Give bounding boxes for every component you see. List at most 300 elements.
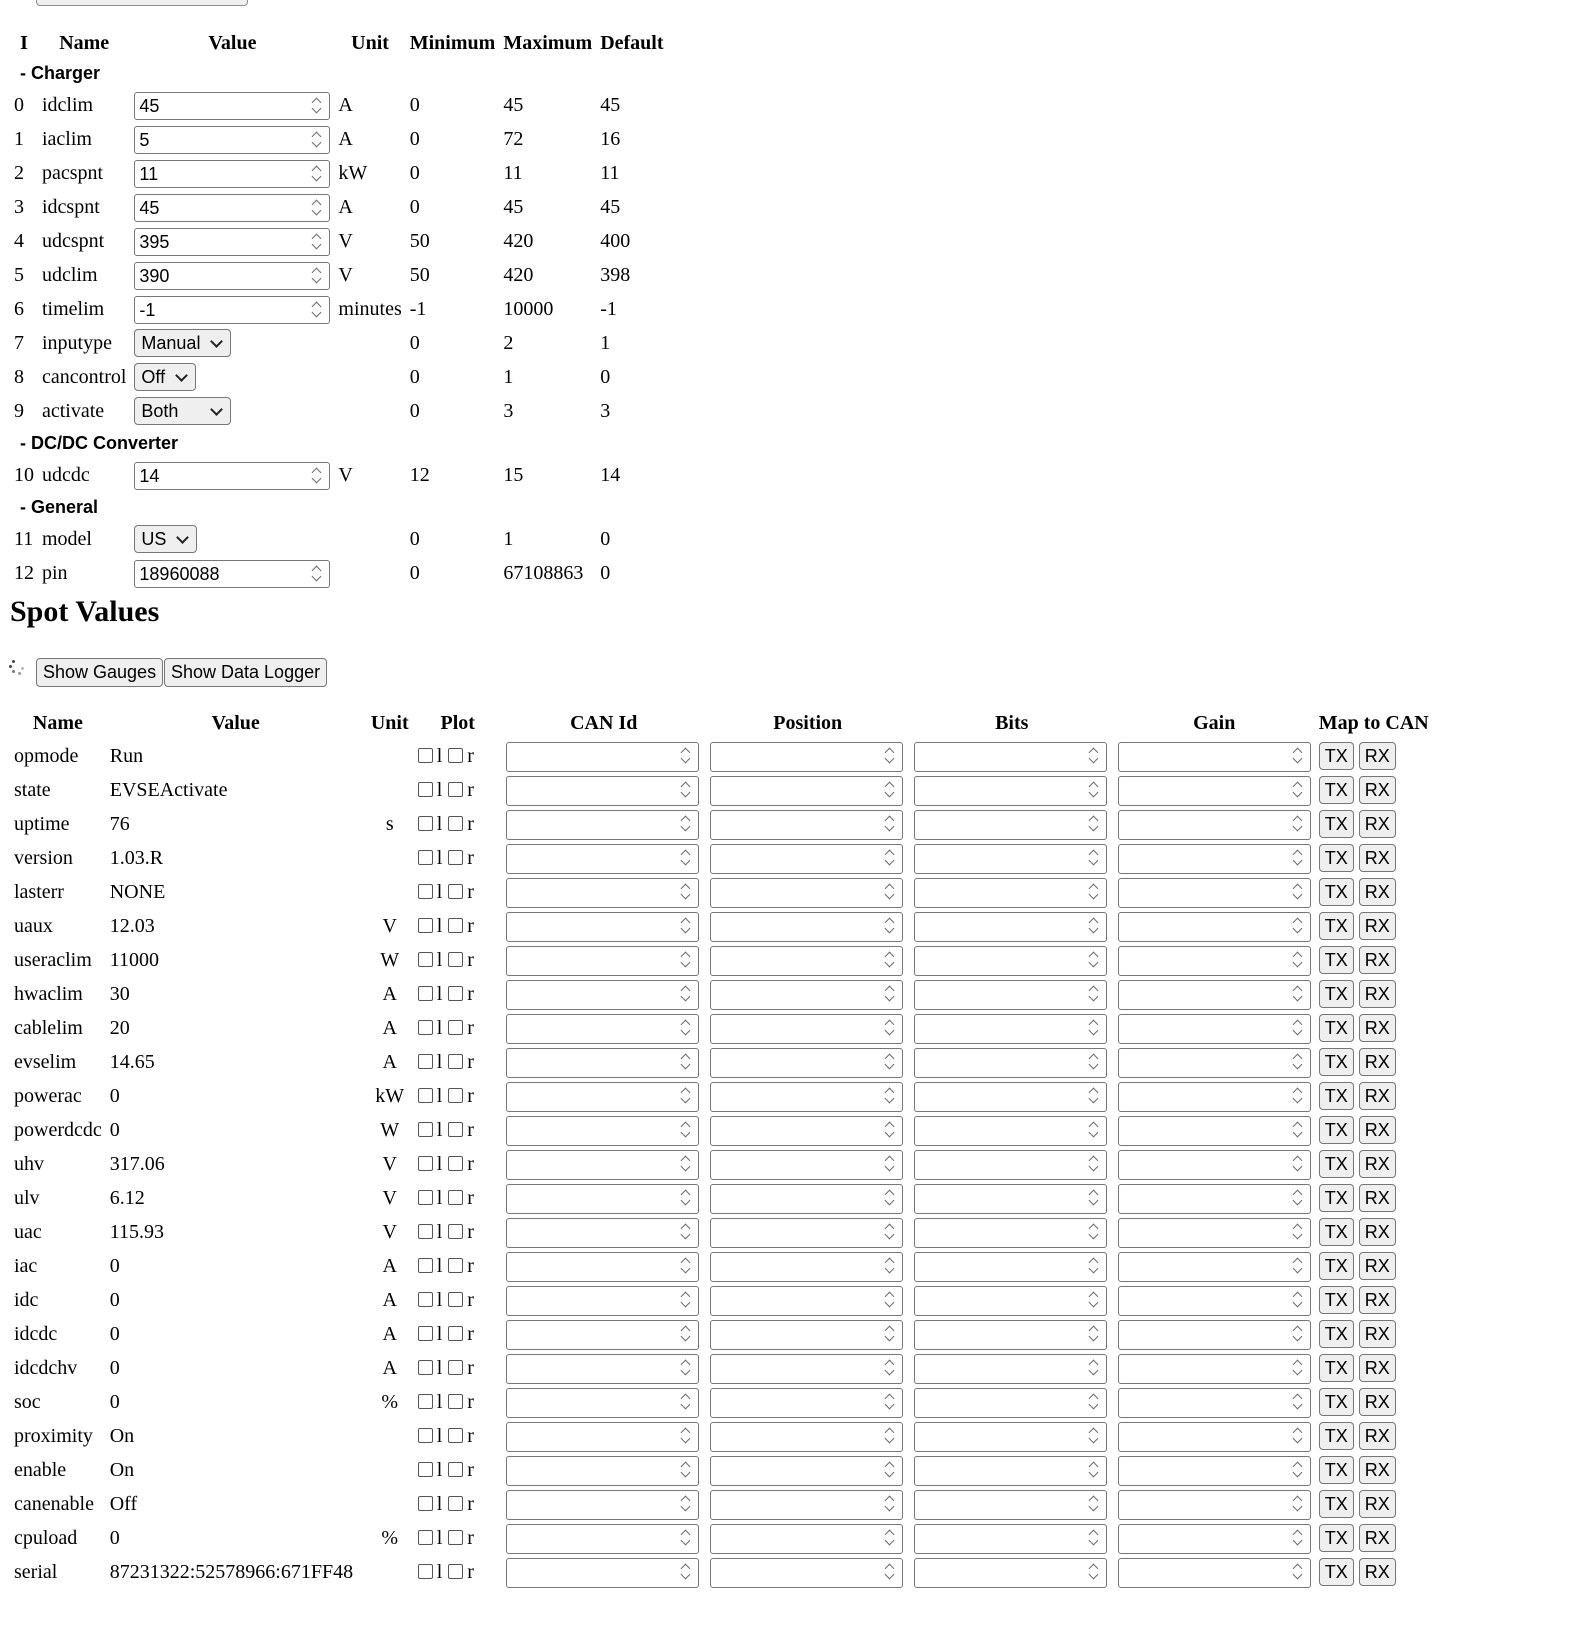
spinner-arrows-icon[interactable] xyxy=(680,1359,690,1377)
can-bits-input[interactable] xyxy=(914,1286,1107,1316)
can-position-input[interactable] xyxy=(710,1218,903,1248)
spinner-arrows-icon[interactable] xyxy=(680,1461,690,1479)
map-tx-button[interactable]: TX xyxy=(1319,1490,1354,1518)
can-position-input[interactable] xyxy=(710,844,903,874)
can-gain-input[interactable] xyxy=(1118,1286,1311,1316)
plot-left-checkbox[interactable] xyxy=(418,1496,433,1511)
can-position-input[interactable] xyxy=(710,1048,903,1078)
spinner-arrows-icon[interactable] xyxy=(1088,883,1098,901)
spinner-arrows-icon[interactable] xyxy=(311,97,321,115)
map-tx-button[interactable]: TX xyxy=(1319,1014,1354,1042)
plot-right-checkbox[interactable] xyxy=(448,1224,463,1239)
can-position-input[interactable] xyxy=(710,1524,903,1554)
cancontrol-select[interactable]: Off xyxy=(134,363,196,391)
plot-right-checkbox[interactable] xyxy=(448,1326,463,1341)
can-gain-input[interactable] xyxy=(1118,1048,1311,1078)
map-rx-button[interactable]: RX xyxy=(1359,1558,1396,1586)
can-gain-input[interactable] xyxy=(1118,776,1311,806)
map-rx-button[interactable]: RX xyxy=(1359,980,1396,1008)
map-rx-button[interactable]: RX xyxy=(1359,1218,1396,1246)
plot-left-checkbox[interactable] xyxy=(418,748,433,763)
plot-right-checkbox[interactable] xyxy=(448,782,463,797)
spinner-arrows-icon[interactable] xyxy=(884,1291,894,1309)
plot-right-checkbox[interactable] xyxy=(448,1088,463,1103)
spinner-arrows-icon[interactable] xyxy=(680,1019,690,1037)
can-id-input[interactable] xyxy=(506,810,699,840)
map-tx-button[interactable]: TX xyxy=(1319,912,1354,940)
spinner-arrows-icon[interactable] xyxy=(680,849,690,867)
can-gain-input[interactable] xyxy=(1118,912,1311,942)
spinner-arrows-icon[interactable] xyxy=(884,1155,894,1173)
map-rx-button[interactable]: RX xyxy=(1359,946,1396,974)
plot-left-checkbox[interactable] xyxy=(418,1530,433,1545)
map-tx-button[interactable]: TX xyxy=(1319,1422,1354,1450)
spinner-arrows-icon[interactable] xyxy=(1292,1087,1302,1105)
map-rx-button[interactable]: RX xyxy=(1359,1150,1396,1178)
can-id-input[interactable] xyxy=(506,1150,699,1180)
can-position-input[interactable] xyxy=(710,946,903,976)
can-id-input[interactable] xyxy=(506,1286,699,1316)
param-value-input[interactable]: 395 xyxy=(134,228,330,256)
map-rx-button[interactable]: RX xyxy=(1359,844,1396,872)
can-gain-input[interactable] xyxy=(1118,1082,1311,1112)
spinner-arrows-icon[interactable] xyxy=(884,1427,894,1445)
map-rx-button[interactable]: RX xyxy=(1359,1524,1396,1552)
plot-left-checkbox[interactable] xyxy=(418,1156,433,1171)
inputype-select[interactable]: Manual xyxy=(134,329,231,357)
spinner-arrows-icon[interactable] xyxy=(1292,1291,1302,1309)
can-id-input[interactable] xyxy=(506,1558,699,1588)
spinner-arrows-icon[interactable] xyxy=(884,1529,894,1547)
can-position-input[interactable] xyxy=(710,1354,903,1384)
plot-right-checkbox[interactable] xyxy=(448,1462,463,1477)
spinner-arrows-icon[interactable] xyxy=(1292,815,1302,833)
can-id-input[interactable] xyxy=(506,1082,699,1112)
plot-left-checkbox[interactable] xyxy=(418,952,433,967)
can-gain-input[interactable] xyxy=(1118,980,1311,1010)
model-select[interactable]: US xyxy=(134,525,197,553)
can-position-input[interactable] xyxy=(710,1184,903,1214)
spinner-arrows-icon[interactable] xyxy=(1292,883,1302,901)
spinner-arrows-icon[interactable] xyxy=(680,1393,690,1411)
map-tx-button[interactable]: TX xyxy=(1319,1082,1354,1110)
map-tx-button[interactable]: TX xyxy=(1319,1048,1354,1076)
spinner-arrows-icon[interactable] xyxy=(884,1189,894,1207)
can-gain-input[interactable] xyxy=(1118,946,1311,976)
can-bits-input[interactable] xyxy=(914,878,1107,908)
map-tx-button[interactable]: TX xyxy=(1319,878,1354,906)
can-position-input[interactable] xyxy=(710,1082,903,1112)
can-id-input[interactable] xyxy=(506,844,699,874)
spinner-arrows-icon[interactable] xyxy=(1088,1155,1098,1173)
can-bits-input[interactable] xyxy=(914,946,1107,976)
plot-left-checkbox[interactable] xyxy=(418,1462,433,1477)
plot-right-checkbox[interactable] xyxy=(448,918,463,933)
spinner-arrows-icon[interactable] xyxy=(1088,1563,1098,1581)
spinner-arrows-icon[interactable] xyxy=(680,747,690,765)
map-tx-button[interactable]: TX xyxy=(1319,1252,1354,1280)
plot-right-checkbox[interactable] xyxy=(448,1428,463,1443)
map-tx-button[interactable]: TX xyxy=(1319,1116,1354,1144)
can-bits-input[interactable] xyxy=(914,1252,1107,1282)
plot-right-checkbox[interactable] xyxy=(448,1020,463,1035)
spinner-arrows-icon[interactable] xyxy=(311,165,321,183)
spinner-arrows-icon[interactable] xyxy=(680,781,690,799)
spinner-arrows-icon[interactable] xyxy=(1292,1563,1302,1581)
can-gain-input[interactable] xyxy=(1118,1490,1311,1520)
map-tx-button[interactable]: TX xyxy=(1319,810,1354,838)
can-id-input[interactable] xyxy=(506,1048,699,1078)
can-gain-input[interactable] xyxy=(1118,1150,1311,1180)
can-bits-input[interactable] xyxy=(914,742,1107,772)
map-rx-button[interactable]: RX xyxy=(1359,1082,1396,1110)
can-gain-input[interactable] xyxy=(1118,742,1311,772)
spinner-arrows-icon[interactable] xyxy=(1292,849,1302,867)
can-id-input[interactable] xyxy=(506,946,699,976)
can-id-input[interactable] xyxy=(506,1116,699,1146)
can-id-input[interactable] xyxy=(506,912,699,942)
can-gain-input[interactable] xyxy=(1118,878,1311,908)
can-id-input[interactable] xyxy=(506,1354,699,1384)
can-id-input[interactable] xyxy=(506,1524,699,1554)
can-bits-input[interactable] xyxy=(914,1490,1107,1520)
map-tx-button[interactable]: TX xyxy=(1319,1218,1354,1246)
can-position-input[interactable] xyxy=(710,810,903,840)
map-rx-button[interactable]: RX xyxy=(1359,1252,1396,1280)
spinner-arrows-icon[interactable] xyxy=(1292,1495,1302,1513)
param-value-input[interactable]: 14 xyxy=(134,462,330,490)
spinner-arrows-icon[interactable] xyxy=(884,1121,894,1139)
can-bits-input[interactable] xyxy=(914,1082,1107,1112)
can-position-input[interactable] xyxy=(710,878,903,908)
map-rx-button[interactable]: RX xyxy=(1359,1354,1396,1382)
spinner-arrows-icon[interactable] xyxy=(1088,1053,1098,1071)
can-bits-input[interactable] xyxy=(914,776,1107,806)
map-tx-button[interactable]: TX xyxy=(1319,742,1354,770)
can-position-input[interactable] xyxy=(710,1150,903,1180)
can-position-input[interactable] xyxy=(710,1558,903,1588)
spinner-arrows-icon[interactable] xyxy=(1088,1087,1098,1105)
param-value-input[interactable]: 18960088 xyxy=(134,560,330,588)
can-position-input[interactable] xyxy=(710,1014,903,1044)
can-position-input[interactable] xyxy=(710,1320,903,1350)
spinner-arrows-icon[interactable] xyxy=(1292,1393,1302,1411)
map-tx-button[interactable]: TX xyxy=(1319,1150,1354,1178)
spinner-arrows-icon[interactable] xyxy=(884,1087,894,1105)
can-position-input[interactable] xyxy=(710,1252,903,1282)
spinner-arrows-icon[interactable] xyxy=(680,1121,690,1139)
spinner-arrows-icon[interactable] xyxy=(884,781,894,799)
map-tx-button[interactable]: TX xyxy=(1319,1388,1354,1416)
can-position-input[interactable] xyxy=(710,776,903,806)
can-id-input[interactable] xyxy=(506,1252,699,1282)
spinner-arrows-icon[interactable] xyxy=(680,1563,690,1581)
can-gain-input[interactable] xyxy=(1118,810,1311,840)
spinner-arrows-icon[interactable] xyxy=(884,815,894,833)
spinner-arrows-icon[interactable] xyxy=(1292,1155,1302,1173)
map-rx-button[interactable]: RX xyxy=(1359,776,1396,804)
spinner-arrows-icon[interactable] xyxy=(680,1427,690,1445)
map-tx-button[interactable]: TX xyxy=(1319,776,1354,804)
can-position-input[interactable] xyxy=(710,1422,903,1452)
plot-right-checkbox[interactable] xyxy=(448,1530,463,1545)
plot-left-checkbox[interactable] xyxy=(418,1190,433,1205)
spinner-arrows-icon[interactable] xyxy=(680,815,690,833)
plot-left-checkbox[interactable] xyxy=(418,1054,433,1069)
spinner-arrows-icon[interactable] xyxy=(1292,951,1302,969)
spinner-arrows-icon[interactable] xyxy=(680,1155,690,1173)
spinner-arrows-icon[interactable] xyxy=(311,467,321,485)
spinner-arrows-icon[interactable] xyxy=(1088,781,1098,799)
plot-right-checkbox[interactable] xyxy=(448,1394,463,1409)
can-gain-input[interactable] xyxy=(1118,1218,1311,1248)
map-rx-button[interactable]: RX xyxy=(1359,1422,1396,1450)
can-gain-input[interactable] xyxy=(1118,1320,1311,1350)
can-gain-input[interactable] xyxy=(1118,1422,1311,1452)
spinner-arrows-icon[interactable] xyxy=(1088,1121,1098,1139)
plot-right-checkbox[interactable] xyxy=(448,1292,463,1307)
spinner-arrows-icon[interactable] xyxy=(884,1495,894,1513)
spinner-arrows-icon[interactable] xyxy=(680,1189,690,1207)
spinner-arrows-icon[interactable] xyxy=(1088,1529,1098,1547)
spinner-arrows-icon[interactable] xyxy=(1292,1189,1302,1207)
can-bits-input[interactable] xyxy=(914,1558,1107,1588)
can-bits-input[interactable] xyxy=(914,1354,1107,1384)
spinner-arrows-icon[interactable] xyxy=(1088,1461,1098,1479)
map-rx-button[interactable]: RX xyxy=(1359,1388,1396,1416)
spinner-arrows-icon[interactable] xyxy=(1088,849,1098,867)
can-id-input[interactable] xyxy=(506,1422,699,1452)
map-tx-button[interactable]: TX xyxy=(1319,1286,1354,1314)
spinner-arrows-icon[interactable] xyxy=(884,1019,894,1037)
spinner-arrows-icon[interactable] xyxy=(1088,1359,1098,1377)
can-id-input[interactable] xyxy=(506,1184,699,1214)
map-rx-button[interactable]: RX xyxy=(1359,1048,1396,1076)
spinner-arrows-icon[interactable] xyxy=(1292,985,1302,1003)
spinner-arrows-icon[interactable] xyxy=(680,1529,690,1547)
spinner-arrows-icon[interactable] xyxy=(1088,1427,1098,1445)
plot-left-checkbox[interactable] xyxy=(418,1428,433,1443)
spinner-arrows-icon[interactable] xyxy=(884,1359,894,1377)
spinner-arrows-icon[interactable] xyxy=(1088,951,1098,969)
spinner-arrows-icon[interactable] xyxy=(311,267,321,285)
can-bits-input[interactable] xyxy=(914,1048,1107,1078)
plot-right-checkbox[interactable] xyxy=(448,1564,463,1579)
spinner-arrows-icon[interactable] xyxy=(884,917,894,935)
map-rx-button[interactable]: RX xyxy=(1359,1286,1396,1314)
spinner-arrows-icon[interactable] xyxy=(1292,1461,1302,1479)
plot-left-checkbox[interactable] xyxy=(418,850,433,865)
can-bits-input[interactable] xyxy=(914,1116,1107,1146)
can-position-input[interactable] xyxy=(710,1388,903,1418)
can-bits-input[interactable] xyxy=(914,1422,1107,1452)
spinner-arrows-icon[interactable] xyxy=(1292,1223,1302,1241)
can-bits-input[interactable] xyxy=(914,980,1107,1010)
can-position-input[interactable] xyxy=(710,1286,903,1316)
plot-right-checkbox[interactable] xyxy=(448,1496,463,1511)
spinner-arrows-icon[interactable] xyxy=(1088,1223,1098,1241)
spinner-arrows-icon[interactable] xyxy=(1292,747,1302,765)
plot-right-checkbox[interactable] xyxy=(448,1258,463,1273)
spinner-arrows-icon[interactable] xyxy=(1292,1325,1302,1343)
can-bits-input[interactable] xyxy=(914,844,1107,874)
spinner-arrows-icon[interactable] xyxy=(1292,917,1302,935)
plot-right-checkbox[interactable] xyxy=(448,1054,463,1069)
plot-left-checkbox[interactable] xyxy=(418,1292,433,1307)
spinner-arrows-icon[interactable] xyxy=(1088,1393,1098,1411)
can-bits-input[interactable] xyxy=(914,810,1107,840)
plot-right-checkbox[interactable] xyxy=(448,1190,463,1205)
can-id-input[interactable] xyxy=(506,1490,699,1520)
spinner-arrows-icon[interactable] xyxy=(1292,1053,1302,1071)
map-rx-button[interactable]: RX xyxy=(1359,878,1396,906)
spinner-arrows-icon[interactable] xyxy=(680,1495,690,1513)
plot-right-checkbox[interactable] xyxy=(448,748,463,763)
can-position-input[interactable] xyxy=(710,742,903,772)
spinner-arrows-icon[interactable] xyxy=(311,131,321,149)
can-bits-input[interactable] xyxy=(914,1014,1107,1044)
can-gain-input[interactable] xyxy=(1118,1354,1311,1384)
map-tx-button[interactable]: TX xyxy=(1319,1456,1354,1484)
plot-left-checkbox[interactable] xyxy=(418,1394,433,1409)
spinner-arrows-icon[interactable] xyxy=(884,1223,894,1241)
map-tx-button[interactable]: TX xyxy=(1319,1524,1354,1552)
can-position-input[interactable] xyxy=(710,912,903,942)
spinner-arrows-icon[interactable] xyxy=(680,1087,690,1105)
map-tx-button[interactable]: TX xyxy=(1319,1354,1354,1382)
plot-right-checkbox[interactable] xyxy=(448,1122,463,1137)
spinner-arrows-icon[interactable] xyxy=(884,1053,894,1071)
can-gain-input[interactable] xyxy=(1118,1014,1311,1044)
spinner-arrows-icon[interactable] xyxy=(884,1461,894,1479)
can-bits-input[interactable] xyxy=(914,1150,1107,1180)
can-position-input[interactable] xyxy=(710,980,903,1010)
spinner-arrows-icon[interactable] xyxy=(680,951,690,969)
spinner-arrows-icon[interactable] xyxy=(884,1325,894,1343)
map-tx-button[interactable]: TX xyxy=(1319,1320,1354,1348)
can-bits-input[interactable] xyxy=(914,1184,1107,1214)
spinner-arrows-icon[interactable] xyxy=(1088,1325,1098,1343)
plot-left-checkbox[interactable] xyxy=(418,1326,433,1341)
plot-right-checkbox[interactable] xyxy=(448,884,463,899)
can-id-input[interactable] xyxy=(506,980,699,1010)
map-tx-button[interactable]: TX xyxy=(1319,980,1354,1008)
param-value-input[interactable]: 45 xyxy=(134,92,330,120)
spinner-arrows-icon[interactable] xyxy=(311,301,321,319)
spinner-arrows-icon[interactable] xyxy=(884,951,894,969)
spinner-arrows-icon[interactable] xyxy=(1292,1257,1302,1275)
spinner-arrows-icon[interactable] xyxy=(1088,917,1098,935)
can-position-input[interactable] xyxy=(710,1456,903,1486)
spinner-arrows-icon[interactable] xyxy=(884,1257,894,1275)
spinner-arrows-icon[interactable] xyxy=(884,747,894,765)
spinner-arrows-icon[interactable] xyxy=(1088,1495,1098,1513)
spinner-arrows-icon[interactable] xyxy=(680,1291,690,1309)
spinner-arrows-icon[interactable] xyxy=(680,985,690,1003)
spinner-arrows-icon[interactable] xyxy=(1292,781,1302,799)
can-position-input[interactable] xyxy=(710,1116,903,1146)
spinner-arrows-icon[interactable] xyxy=(1088,1189,1098,1207)
plot-left-checkbox[interactable] xyxy=(418,1564,433,1579)
spinner-arrows-icon[interactable] xyxy=(884,883,894,901)
spinner-arrows-icon[interactable] xyxy=(884,985,894,1003)
plot-left-checkbox[interactable] xyxy=(418,782,433,797)
map-rx-button[interactable]: RX xyxy=(1359,1320,1396,1348)
can-id-input[interactable] xyxy=(506,1014,699,1044)
spinner-arrows-icon[interactable] xyxy=(884,1563,894,1581)
spinner-arrows-icon[interactable] xyxy=(680,1325,690,1343)
can-id-input[interactable] xyxy=(506,742,699,772)
plot-right-checkbox[interactable] xyxy=(448,952,463,967)
plot-right-checkbox[interactable] xyxy=(448,1360,463,1375)
can-bits-input[interactable] xyxy=(914,1218,1107,1248)
plot-left-checkbox[interactable] xyxy=(418,1088,433,1103)
can-id-input[interactable] xyxy=(506,1320,699,1350)
spinner-arrows-icon[interactable] xyxy=(1292,1019,1302,1037)
plot-left-checkbox[interactable] xyxy=(418,1224,433,1239)
spinner-arrows-icon[interactable] xyxy=(1292,1427,1302,1445)
show-gauges-button[interactable]: Show Gauges xyxy=(36,658,163,687)
can-bits-input[interactable] xyxy=(914,1320,1107,1350)
can-id-input[interactable] xyxy=(506,878,699,908)
plot-left-checkbox[interactable] xyxy=(418,816,433,831)
spinner-arrows-icon[interactable] xyxy=(1088,1257,1098,1275)
map-rx-button[interactable]: RX xyxy=(1359,1014,1396,1042)
map-rx-button[interactable]: RX xyxy=(1359,1116,1396,1144)
spinner-arrows-icon[interactable] xyxy=(311,565,321,583)
map-rx-button[interactable]: RX xyxy=(1359,1184,1396,1212)
toggle-button-clipped[interactable] xyxy=(36,0,248,6)
can-gain-input[interactable] xyxy=(1118,1558,1311,1588)
spinner-arrows-icon[interactable] xyxy=(1088,747,1098,765)
plot-left-checkbox[interactable] xyxy=(418,1258,433,1273)
plot-left-checkbox[interactable] xyxy=(418,1020,433,1035)
spinner-arrows-icon[interactable] xyxy=(884,849,894,867)
can-gain-input[interactable] xyxy=(1118,1252,1311,1282)
spinner-arrows-icon[interactable] xyxy=(1292,1359,1302,1377)
map-tx-button[interactable]: TX xyxy=(1319,1558,1354,1586)
can-gain-input[interactable] xyxy=(1118,1388,1311,1418)
can-gain-input[interactable] xyxy=(1118,1184,1311,1214)
spinner-arrows-icon[interactable] xyxy=(680,1257,690,1275)
spinner-arrows-icon[interactable] xyxy=(1088,1019,1098,1037)
spinner-arrows-icon[interactable] xyxy=(1088,815,1098,833)
spinner-arrows-icon[interactable] xyxy=(1088,985,1098,1003)
can-bits-input[interactable] xyxy=(914,1456,1107,1486)
plot-right-checkbox[interactable] xyxy=(448,850,463,865)
spinner-arrows-icon[interactable] xyxy=(680,1053,690,1071)
map-tx-button[interactable]: TX xyxy=(1319,1184,1354,1212)
can-bits-input[interactable] xyxy=(914,1524,1107,1554)
can-id-input[interactable] xyxy=(506,1456,699,1486)
plot-right-checkbox[interactable] xyxy=(448,986,463,1001)
can-gain-input[interactable] xyxy=(1118,1116,1311,1146)
map-rx-button[interactable]: RX xyxy=(1359,1490,1396,1518)
can-position-input[interactable] xyxy=(710,1490,903,1520)
param-value-input[interactable]: -1 xyxy=(134,296,330,324)
show-data-logger-button[interactable]: Show Data Logger xyxy=(164,658,327,687)
plot-left-checkbox[interactable] xyxy=(418,884,433,899)
can-gain-input[interactable] xyxy=(1118,1456,1311,1486)
spinner-arrows-icon[interactable] xyxy=(680,883,690,901)
can-bits-input[interactable] xyxy=(914,912,1107,942)
can-id-input[interactable] xyxy=(506,1388,699,1418)
map-rx-button[interactable]: RX xyxy=(1359,912,1396,940)
param-value-input[interactable]: 11 xyxy=(134,160,330,188)
spinner-arrows-icon[interactable] xyxy=(1088,1291,1098,1309)
param-value-input[interactable]: 390 xyxy=(134,262,330,290)
activate-select[interactable]: Both xyxy=(134,397,231,425)
